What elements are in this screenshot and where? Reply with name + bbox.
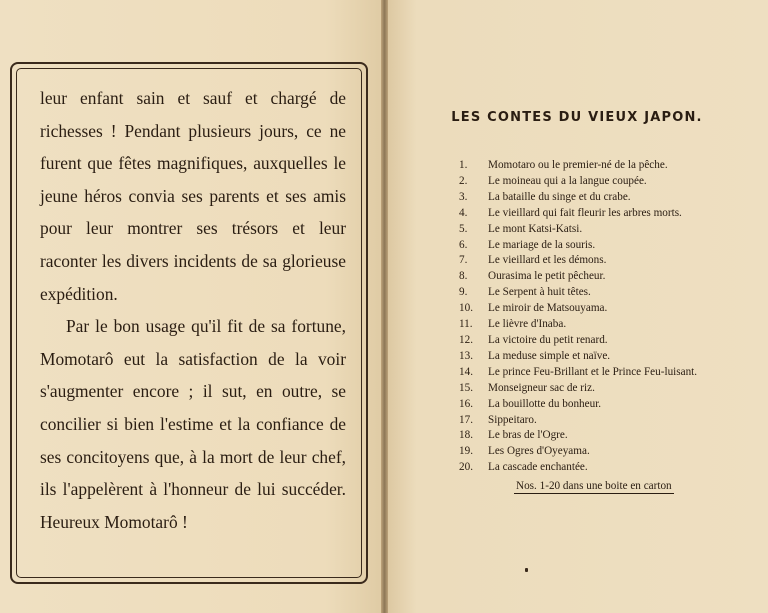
toc-entry-title: La meduse simple et naïve. xyxy=(488,349,611,362)
toc-entry xyxy=(459,397,739,413)
toc-entry xyxy=(459,253,739,269)
toc-entry-title: Monseigneur sac de riz. xyxy=(488,381,595,394)
toc-entry xyxy=(459,365,739,381)
toc-entry-number: 1. xyxy=(459,159,468,171)
toc-entry-number: 8. xyxy=(459,270,468,283)
table-of-contents xyxy=(459,158,739,476)
toc-entry-title: Le mont Katsi-Katsi. xyxy=(488,222,583,235)
toc-entry xyxy=(459,206,739,222)
toc-entry xyxy=(459,285,739,301)
toc-entry-number: 2. xyxy=(459,174,468,187)
toc-entry-number: 15. xyxy=(459,381,473,394)
toc-entry-number: 16. xyxy=(459,397,473,410)
toc-entry xyxy=(459,174,739,190)
toc-entry-number: 4. xyxy=(459,206,468,219)
toc-entry xyxy=(459,269,739,285)
toc-entry-title: Le lièvre d'Inaba. xyxy=(488,318,567,331)
toc-entry-number: 9. xyxy=(459,286,468,299)
toc-entry-number: 3. xyxy=(459,190,468,203)
toc-entry-number: 13. xyxy=(459,349,473,362)
story-paragraph-2: Par le bon usage qu'il fit de sa fortune, Momotarô eut la satisfaction de la voir s'augmenter encore ; il sut, en outre, se concilier si bien l'estime et la confiance de ses concitoyens que, à la mort de leur chef, ils l'appelèrent à l'honneur de lui succéder. Heureux Momotarô ! xyxy=(40,316,346,532)
page-mark xyxy=(525,568,528,572)
story-paragraph-1: leur enfant sain et sauf et chargé de richesses ! Pendant plusieurs jours, ce ne furent que fêtes magnifiques, auxquelles le jeune héros convia ses parents et ses amis pour leur montrer ses trésors et leur raconter les divers incidents de sa glorieuse expédition. xyxy=(40,88,346,304)
toc-entry-number: 18. xyxy=(459,429,473,442)
toc-entry-title: Le moineau qui a la langue coupée. xyxy=(488,174,647,187)
toc-entry-number: 19. xyxy=(459,445,473,458)
toc-entry xyxy=(459,460,739,476)
story-text xyxy=(40,82,346,538)
toc-entry xyxy=(459,381,739,397)
toc-entry-number: 6. xyxy=(459,238,468,251)
toc-entry xyxy=(459,317,739,333)
toc-entry-title: Le mariage de la souris. xyxy=(488,238,596,251)
toc-entry-title: Les Ogres d'Oyeyama. xyxy=(488,445,590,458)
toc-entry xyxy=(459,238,739,254)
toc-entry xyxy=(459,349,739,365)
toc-entry xyxy=(459,301,739,317)
toc-entry xyxy=(459,428,739,444)
toc-entry xyxy=(459,158,739,174)
toc-entry-title: Le bras de l'Ogre. xyxy=(488,429,568,442)
toc-entry-title: Le vieillard qui fait fleurir les arbres morts. xyxy=(488,206,682,219)
toc-entry-title: Le prince Feu-Brillant et le Prince Feu-luisant. xyxy=(488,365,698,378)
toc-entry-title: Le Serpent à huit têtes. xyxy=(488,286,591,299)
toc-entry-title: La bataille du singe et du crabe. xyxy=(488,190,631,203)
toc-entry-number: 12. xyxy=(459,333,473,346)
toc-entry-number: 14. xyxy=(459,365,473,378)
toc-entry-title: Le vieillard et les démons. xyxy=(488,254,607,267)
toc-entry-number: 7. xyxy=(459,254,468,267)
toc-entry-title: Sippeitaro. xyxy=(488,413,537,426)
toc-entry-number: 11. xyxy=(459,318,473,331)
toc-entry-title: La cascade enchantée. xyxy=(488,461,588,474)
toc-entry-title: Ourasima le petit pêcheur. xyxy=(488,270,606,283)
toc-entry-number: 5. xyxy=(459,222,468,235)
toc-entry-title: La bouillotte du bonheur. xyxy=(488,397,602,410)
toc-entry-title: La victoire du petit renard. xyxy=(488,333,608,346)
series-title: LES CONTES DU VIEUX JAPON. xyxy=(451,110,703,125)
toc-entry-number: 10. xyxy=(459,302,473,315)
toc-entry-title: Momotaro ou le premier-né de la pêche. xyxy=(488,159,668,171)
toc-entry xyxy=(459,222,739,238)
book-gutter xyxy=(381,0,388,613)
toc-entry-number: 20. xyxy=(459,461,473,474)
toc-entry xyxy=(459,444,739,460)
toc-entry-number: 17. xyxy=(459,413,473,426)
box-note: Nos. 1-20 dans une boite en carton xyxy=(516,480,672,492)
toc-entry xyxy=(459,413,739,429)
toc-entry xyxy=(459,333,739,349)
toc-entry-title: Le miroir de Matsouyama. xyxy=(488,302,608,315)
toc-entry xyxy=(459,190,739,206)
